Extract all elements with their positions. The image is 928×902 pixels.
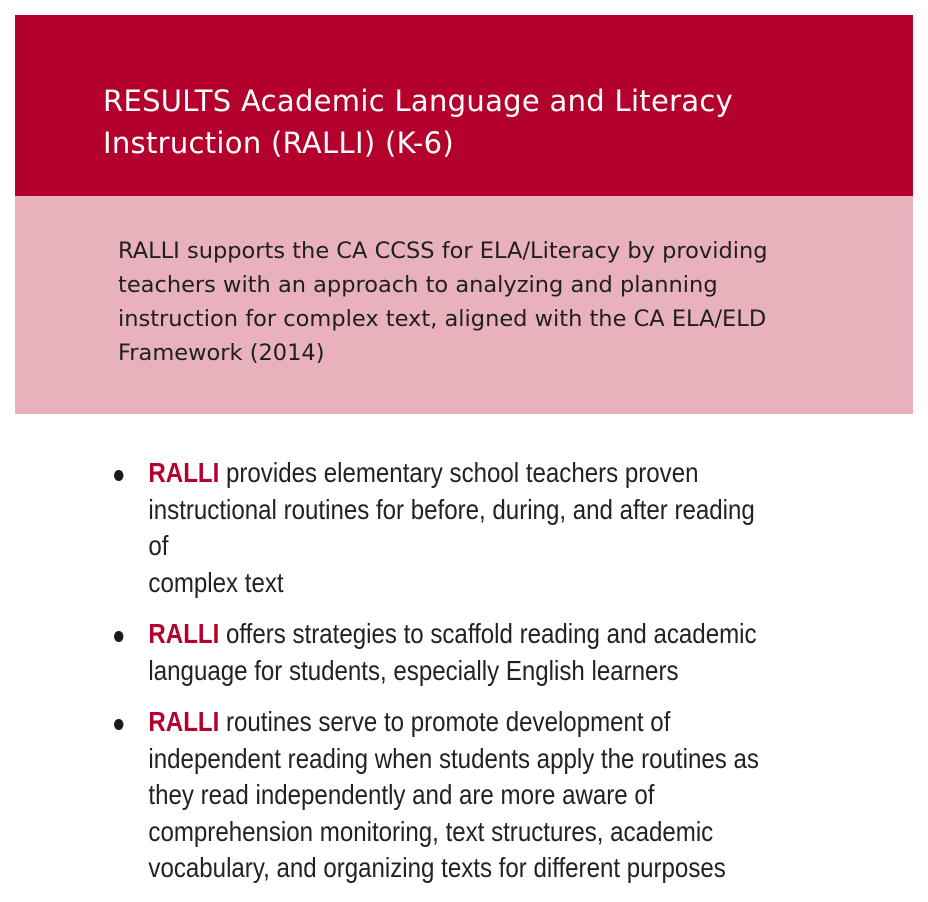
summary-line-1: RALLI supports the CA CCSS for ELA/Literacy by providing [118,238,768,264]
bullet-line: they read independently and are more aware of [148,779,655,810]
bullet-dot [114,719,123,730]
bullet-brand-name: RALLI [148,618,220,649]
bullet-line: complex text [148,566,284,598]
bullet-dot [114,631,123,642]
bullet-line: vocabulary, and organizing texts for different purposes [148,852,726,883]
bullet-line: language for students, especially English learners [148,654,679,686]
bullet-item-strategies [108,616,762,689]
summary-line-3: instruction for complex text, aligned with the CA ELA/ELD [118,306,767,332]
bullet-list [108,455,868,902]
bullet-item-independent-reading [108,704,762,887]
bullet-line: offers strategies to scaffold reading and academic [226,618,757,649]
bullet-item-routines [108,455,762,601]
bullet-line: provides elementary school teachers proven [226,457,699,488]
bullet-brand-name: RALLI [148,457,220,488]
summary-text [118,234,878,370]
bullet-line: comprehension monitoring, text structures, academic [148,815,714,847]
bullet-line: instructional routines for before, during, and after reading of [148,493,755,561]
summary-line-4: Framework (2014) [118,340,325,366]
page-title [103,80,883,164]
summary-line-2: teachers with an approach to analyzing and planning [118,272,718,298]
bullet-line: independent reading when students apply the routines as [148,742,759,774]
bullet-brand-name: RALLI [148,706,220,737]
summary-band [15,196,913,414]
title-line-2: Instruction (RALLI) (K-6) [103,126,454,160]
title-line-1: RESULTS Academic Language and Literacy [103,84,734,118]
bullet-line: routines serve to promote development of [226,706,671,737]
bullet-dot [114,470,123,481]
